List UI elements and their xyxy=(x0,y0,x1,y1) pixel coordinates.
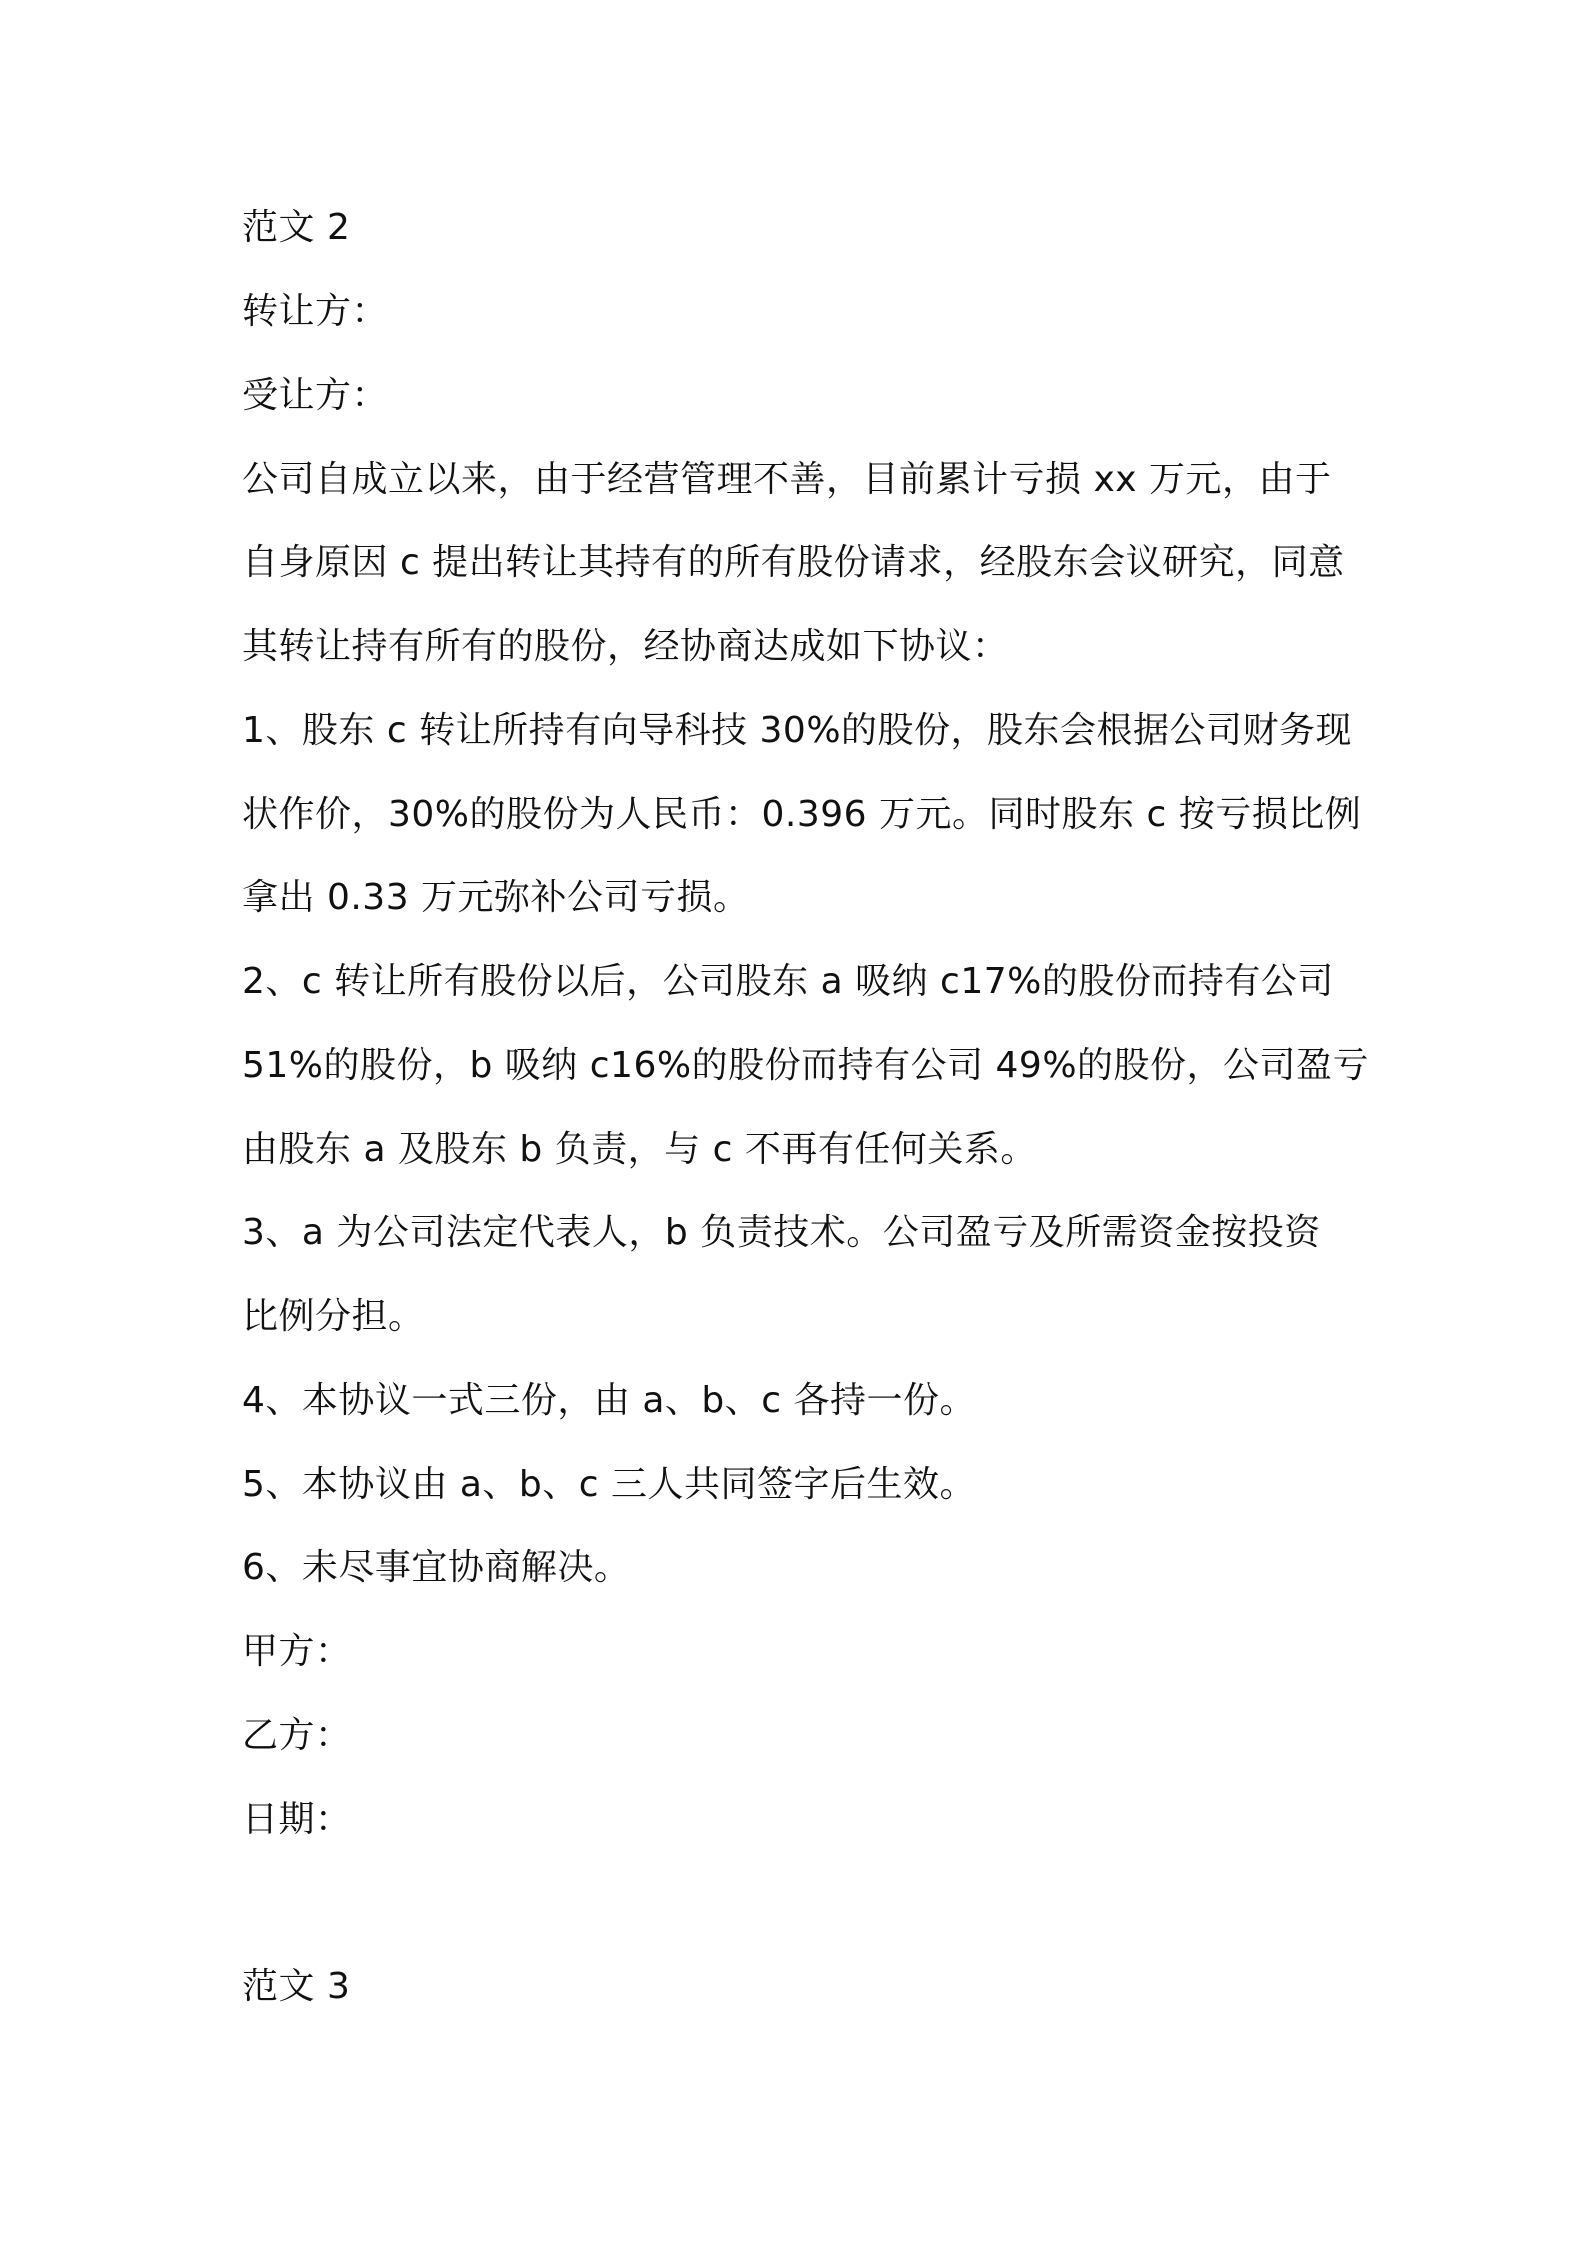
party-a-label: 甲方： xyxy=(242,1631,352,1672)
clause-1-line-3: 拿出 0.33 万元弥补公司亏损。 xyxy=(242,877,750,918)
intro-line-3: 其转让持有所有的股份，经协商达成如下协议： xyxy=(242,626,1009,667)
clause-5: 5、本协议由 a、b、c 三人共同签字后生效。 xyxy=(242,1464,976,1505)
clause-3-line-2: 比例分担。 xyxy=(242,1296,425,1337)
clause-4: 4、本协议一式三份，由 a、b、c 各持一份。 xyxy=(242,1380,976,1421)
clause-2-line-3: 由股东 a 及股东 b 负责，与 c 不再有任何关系。 xyxy=(242,1129,1037,1170)
party-b-label: 乙方： xyxy=(242,1715,352,1756)
clause-2-line-1: 2、c 转让所有股份以后，公司股东 a 吸纳 c17%的股份而持有公司 xyxy=(242,961,1334,1002)
date-label: 日期： xyxy=(242,1799,352,1840)
clause-3-line-1: 3、a 为公司法定代表人，b 负责技术。公司盈亏及所需资金按投资 xyxy=(242,1212,1321,1253)
section-2-heading: 范文 2 xyxy=(242,207,351,248)
transferee-label: 受让方： xyxy=(242,375,389,416)
clause-2-line-2: 51%的股份，b 吸纳 c16%的股份而持有公司 49%的股份，公司盈亏 xyxy=(242,1045,1370,1086)
intro-line-1: 公司自成立以来，由于经营管理不善，目前累计亏损 xx 万元，由于 xyxy=(242,459,1332,500)
clause-1-line-2: 状作价，30%的股份为人民币：0.396 万元。同时股东 c 按亏损比例 xyxy=(242,794,1362,835)
clause-6: 6、未尽事宜协商解决。 xyxy=(242,1547,631,1588)
intro-line-2: 自身原因 c 提出转让其持有的所有股份请求，经股东会议研究，同意 xyxy=(242,542,1345,583)
transferor-label: 转让方： xyxy=(242,291,389,332)
clause-1-line-1: 1、股东 c 转让所持有向导科技 30%的股份，股东会根据公司财务现 xyxy=(242,710,1353,751)
section-3-heading: 范文 3 xyxy=(242,1966,351,2007)
